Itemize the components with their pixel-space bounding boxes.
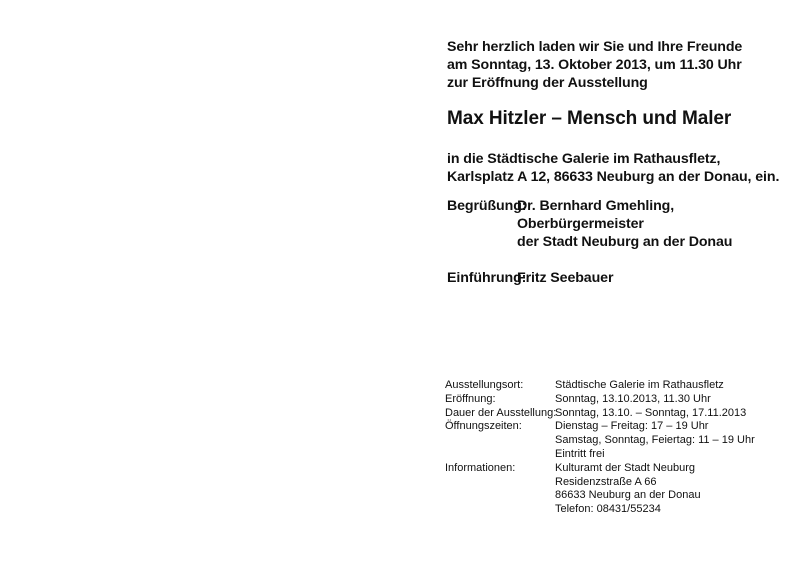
program-row-greeting bbox=[447, 197, 732, 251]
venue-line: in die Städtische Galerie im Rathausfletz, bbox=[447, 151, 721, 167]
detail-row-information bbox=[445, 462, 755, 517]
detail-value bbox=[555, 407, 746, 421]
detail-value-line: Telefon: 08431/55234 bbox=[555, 503, 661, 516]
program-value-line: Fritz Seebauer bbox=[517, 270, 614, 286]
detail-label: Ausstellungsort: bbox=[445, 379, 524, 391]
program-label: Begrüßung: bbox=[447, 198, 527, 214]
detail-label: Eröffnung: bbox=[445, 392, 496, 405]
invitation-text bbox=[447, 38, 792, 92]
detail-value-line: Sonntag, 13.10. – Sonntag, 17.11.2013 bbox=[555, 406, 747, 419]
program-label: Einführung: bbox=[447, 270, 527, 286]
detail-label: Informationen: bbox=[445, 461, 516, 474]
detail-value bbox=[555, 379, 724, 393]
detail-value bbox=[555, 462, 701, 517]
detail-label: Öffnungszeiten: bbox=[445, 420, 522, 433]
program-value-line: der Stadt Neuburg an der Donau bbox=[517, 234, 733, 250]
invitation-line: zur Eröffnung der Ausstellung bbox=[447, 75, 648, 91]
invitation-line: am Sonntag, 13. Oktober 2013, um 11.30 Uhr bbox=[447, 57, 742, 73]
detail-value bbox=[555, 420, 755, 461]
detail-value-line: Residenzstraße A 66 bbox=[555, 475, 657, 488]
detail-value-line: Sonntag, 13.10.2013, 11.30 Uhr bbox=[555, 392, 711, 405]
venue-line: Karlsplatz A 12, 86633 Neuburg an der Donau, ein. bbox=[447, 169, 780, 185]
exhibition-title: Max Hitzler – Mensch und Maler bbox=[447, 108, 732, 129]
detail-value-line: Kulturamt der Stadt Neuburg bbox=[555, 461, 696, 474]
detail-value-line: Samstag, Sonntag, Feiertag: 11 – 19 Uhr bbox=[555, 434, 755, 447]
program-value-line: Dr. Bernhard Gmehling, bbox=[517, 198, 675, 214]
exhibition-details bbox=[445, 379, 755, 517]
program-value bbox=[517, 269, 613, 287]
program-list bbox=[447, 197, 732, 305]
detail-row-opening bbox=[445, 393, 755, 407]
program-row-introduction bbox=[447, 269, 732, 287]
detail-value-line: Dienstag – Freitag: 17 – 19 Uhr bbox=[555, 420, 709, 433]
detail-value-line: Eintritt frei bbox=[555, 447, 605, 460]
detail-value-line: 86633 Neuburg an der Donau bbox=[555, 489, 701, 502]
detail-row-duration bbox=[445, 407, 755, 421]
detail-row-location bbox=[445, 379, 755, 393]
detail-value bbox=[555, 393, 711, 407]
program-value-line: Oberbürgermeister bbox=[517, 216, 644, 232]
detail-label: Dauer der Ausstellung: bbox=[445, 406, 557, 419]
detail-row-opening-hours bbox=[445, 420, 755, 461]
invitation-line: Sehr herzlich laden wir Sie und Ihre Freunde bbox=[447, 39, 743, 55]
program-value bbox=[517, 197, 732, 251]
venue-text bbox=[447, 150, 779, 186]
detail-value-line: Städtische Galerie im Rathausfletz bbox=[555, 379, 724, 391]
